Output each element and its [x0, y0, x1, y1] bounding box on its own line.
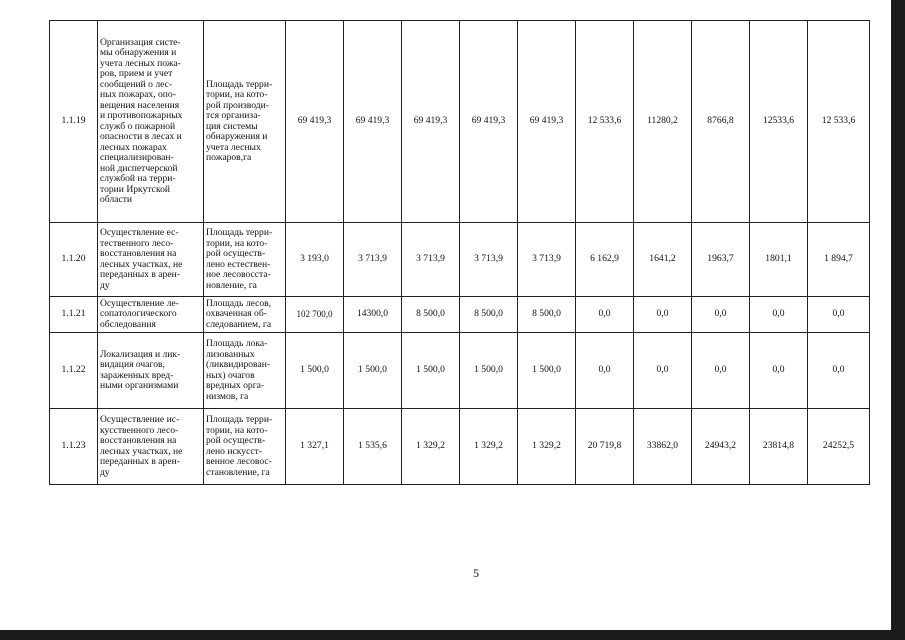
- activity-name: Осуществление ис- кусственного лесо- восстановления на лесных участках, не переданных в арен- ду: [100, 414, 183, 478]
- row-number-cell: 1.1.21: [50, 297, 98, 333]
- value-cell: 69 419,3: [518, 21, 576, 223]
- indicator-unit: Площадь терри- тории, на кото- рой осуществ- лено искусст- венное лесовос- становление, га: [206, 414, 273, 478]
- table-row: [50, 297, 870, 333]
- activity-name-cell: [98, 333, 204, 409]
- indicator-unit-cell: [204, 297, 286, 333]
- value-cell: 3 193,0: [286, 223, 344, 297]
- value-cell: 102 700,0: [286, 297, 344, 333]
- value-cell: 0,0: [692, 297, 750, 333]
- value-cell: 1963,7: [692, 223, 750, 297]
- value-cell: 69 419,3: [286, 21, 344, 223]
- table-row: [50, 409, 870, 485]
- activity-name: Осуществление ес- тественного лесо- восстановления на лесных участках, не переданных в арен- ду: [100, 227, 183, 291]
- indicator-unit: Площадь терри- тории, на кото- рой производи- тся организа- ция системы обнаружения и учета лесных пожаров,га: [206, 78, 273, 163]
- activity-name-cell: [98, 223, 204, 297]
- value-cell: 0,0: [634, 333, 692, 409]
- table-row: [50, 223, 870, 297]
- value-cell: 1 329,2: [460, 409, 518, 485]
- value-cell: 1 327,1: [286, 409, 344, 485]
- value-cell: 8 500,0: [402, 297, 460, 333]
- value-cell: 24943,2: [692, 409, 750, 485]
- value-cell: 8766,8: [692, 21, 750, 223]
- value-cell: 12 533,6: [576, 21, 634, 223]
- value-cell: 20 719,8: [576, 409, 634, 485]
- activity-name: Локализация и лик- видация очагов, зараженных вред- ными организмами: [100, 348, 181, 391]
- value-cell: 3 713,9: [518, 223, 576, 297]
- value-cell: 12 533,6: [808, 21, 870, 223]
- value-cell: 69 419,3: [344, 21, 402, 223]
- value-cell: 69 419,3: [460, 21, 518, 223]
- indicators-table: [49, 20, 870, 485]
- activity-name-cell: [98, 297, 204, 333]
- indicator-unit-cell: [204, 409, 286, 485]
- value-cell: 1 500,0: [344, 333, 402, 409]
- value-cell: 0,0: [750, 333, 808, 409]
- row-number-cell: 1.1.22: [50, 333, 98, 409]
- value-cell: 3 713,9: [460, 223, 518, 297]
- value-cell: 8 500,0: [460, 297, 518, 333]
- value-cell: 1 500,0: [402, 333, 460, 409]
- value-cell: 0,0: [634, 297, 692, 333]
- row-number-cell: 1.1.19: [50, 21, 98, 223]
- value-cell: 0,0: [750, 297, 808, 333]
- scan-edge-right: [891, 0, 905, 640]
- value-cell: 11280,2: [634, 21, 692, 223]
- indicator-unit: Площадь терри- тории, на кото- рой осуществ- лено естествен- ное лесовосста- новление, га: [206, 227, 273, 291]
- value-cell: 1641,2: [634, 223, 692, 297]
- value-cell: 3 713,9: [344, 223, 402, 297]
- activity-name: Осуществление ле- сопатологического обследования: [100, 297, 179, 330]
- activity-name-cell: [98, 21, 204, 223]
- value-cell: 1 329,2: [402, 409, 460, 485]
- value-cell: 14300,0: [344, 297, 402, 333]
- value-cell: 12533,6: [750, 21, 808, 223]
- value-cell: 23814,8: [750, 409, 808, 485]
- value-cell: 1 500,0: [286, 333, 344, 409]
- indicator-unit-cell: [204, 21, 286, 223]
- value-cell: 33862,0: [634, 409, 692, 485]
- table-body: [50, 21, 870, 485]
- value-cell: 8 500,0: [518, 297, 576, 333]
- indicator-unit: Площадь лока- лизованных (ликвидирован- ных) очагов вредных орга- низмов, га: [206, 338, 271, 402]
- value-cell: 1 894,7: [808, 223, 870, 297]
- value-cell: 69 419,3: [402, 21, 460, 223]
- value-cell: 0,0: [692, 333, 750, 409]
- value-cell: 0,0: [808, 333, 870, 409]
- value-cell: 1 500,0: [518, 333, 576, 409]
- value-cell: 1 329,2: [518, 409, 576, 485]
- page-number: 5: [473, 566, 479, 580]
- activity-name-cell: [98, 409, 204, 485]
- activity-name: Организация систе- мы обнаружения и учета лесных пожа- ров, прием и учет сообщений о лес- ных пожарах, опо- вещения населения и противопожарных служб о пожарной опасности в лесах и лесных пожарах специализирован- ной диспетчерской службой на терри- тории Иркутской области: [100, 36, 183, 205]
- row-number-cell: 1.1.20: [50, 223, 98, 297]
- indicator-unit-cell: [204, 333, 286, 409]
- table-row: [50, 333, 870, 409]
- value-cell: 1 535,6: [344, 409, 402, 485]
- indicator-unit-cell: [204, 223, 286, 297]
- indicator-unit: Площадь лесов, охваченная об- следованием, га: [206, 297, 272, 330]
- value-cell: 1801,1: [750, 223, 808, 297]
- value-cell: 1 500,0: [460, 333, 518, 409]
- scan-edge-bottom: [0, 630, 905, 640]
- table-row: [50, 21, 870, 223]
- value-cell: 24252,5: [808, 409, 870, 485]
- row-number-cell: 1.1.23: [50, 409, 98, 485]
- value-cell: 0,0: [808, 297, 870, 333]
- value-cell: 0,0: [576, 297, 634, 333]
- value-cell: 6 162,9: [576, 223, 634, 297]
- value-cell: 3 713,9: [402, 223, 460, 297]
- value-cell: 0,0: [576, 333, 634, 409]
